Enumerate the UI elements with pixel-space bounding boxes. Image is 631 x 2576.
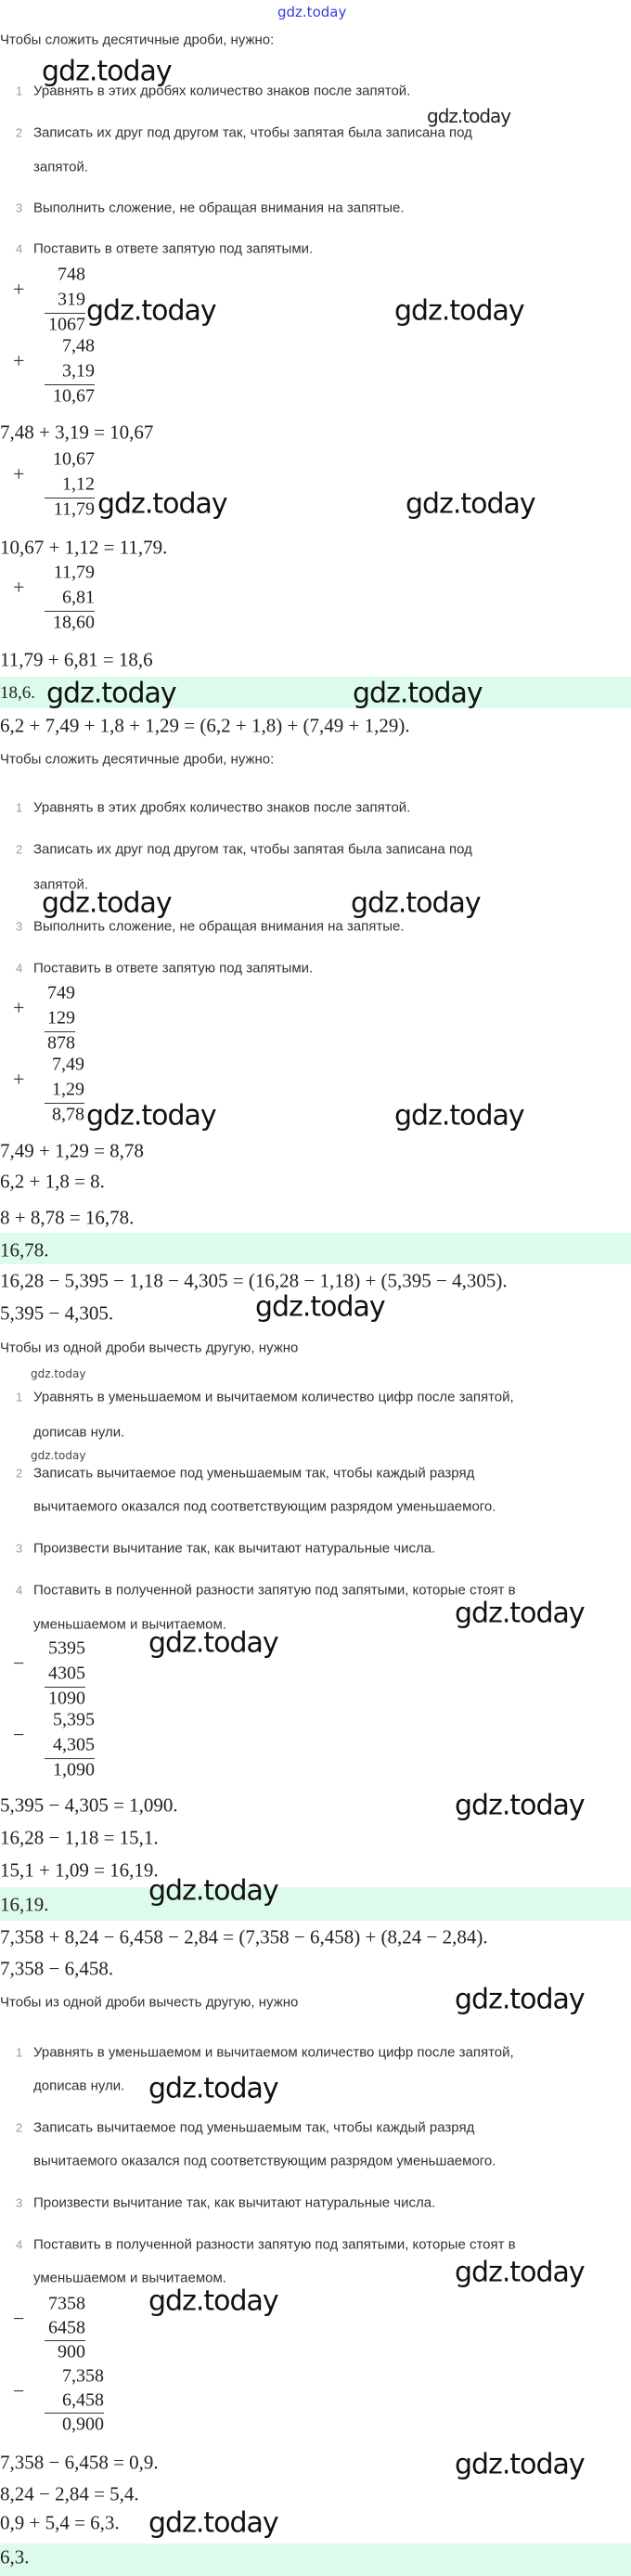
step-number: 4 xyxy=(16,961,23,976)
operand-bottom: 1,29 xyxy=(52,1079,84,1100)
equation: 7,358 − 6,458 = 0,9. xyxy=(0,2451,159,2474)
result: 10,67 xyxy=(53,385,95,407)
watermark: gdz.today xyxy=(148,1874,278,1908)
step-text: дописав нули. xyxy=(33,2078,125,2094)
step-number: 1 xyxy=(16,2045,23,2060)
step-number: 3 xyxy=(16,2195,23,2210)
operand-bottom: 6458 xyxy=(48,2317,85,2338)
rules-intro: Чтобы сложить десятичные дроби, нужно: xyxy=(0,751,275,768)
watermark: gdz.today xyxy=(394,1099,524,1133)
watermark: gdz.today xyxy=(455,1789,585,1822)
watermark: gdz.today xyxy=(46,677,176,710)
step-number: 2 xyxy=(16,1466,23,1481)
watermark: gdz.today xyxy=(394,294,524,328)
operand-top: 5395 xyxy=(48,1638,85,1659)
step-text: Поставить в ответе запятую под запятыми. xyxy=(33,240,314,257)
step-text: Поставить в полученной разности запятую под запятыми, которые стоят в xyxy=(33,1582,516,1599)
operand-bottom: 4,305 xyxy=(53,1734,95,1755)
step-text: Поставить в ответе запятую под запятыми. xyxy=(33,960,314,977)
step-text: Уравнять в уменьшаемом и вычитаемом количество цифр после запятой, xyxy=(33,2044,514,2061)
step-text: Произвести вычитание так, как вычитают натуральные числа. xyxy=(33,1540,436,1557)
expression: 7,358 + 8,24 − 6,458 − 2,84 = (7,358 − 6,458) + (8,24 − 2,84). xyxy=(0,1925,488,1948)
step-number: 4 xyxy=(16,2237,23,2252)
step-text: Записать вычитаемое под уменьшаемым так, чтобы каждый разряд xyxy=(33,2119,475,2136)
step-text: Записать вычитаемое под уменьшаемым так, чтобы каждый разряд xyxy=(33,1465,475,1482)
answer: 16,19. xyxy=(0,1893,49,1916)
equation: 6,2 + 1,8 = 8. xyxy=(0,1170,105,1193)
watermark: gdz.today xyxy=(148,2072,278,2105)
step-number: 4 xyxy=(16,1583,23,1598)
step-number: 1 xyxy=(16,1390,23,1405)
step-text: Записать их друг под другом так, чтобы запятая была записана под xyxy=(33,841,472,858)
equation: 11,79 + 6,81 = 18,6 xyxy=(0,648,153,671)
step-text: Поставить в полученной разности запятую под запятыми, которые стоят в xyxy=(33,2236,516,2253)
watermark: gdz.today xyxy=(455,2256,585,2289)
result: 1,090 xyxy=(53,1759,95,1780)
step-text: вычитаемого оказался под соответствующим разрядом уменьшаемого. xyxy=(33,1498,496,1515)
watermark: gdz.today xyxy=(42,55,172,88)
operand-top: 10,67 xyxy=(53,448,95,470)
watermark: gdz.today xyxy=(148,1626,278,1660)
watermark: gdz.today xyxy=(42,887,172,920)
watermark: gdz.today xyxy=(31,1367,86,1380)
rules-intro: Чтобы сложить десятичные дроби, нужно: xyxy=(0,32,275,48)
watermark: gdz.today xyxy=(148,2285,278,2318)
equation: 7,49 + 1,29 = 8,78 xyxy=(0,1139,144,1162)
watermark: gdz.today xyxy=(31,1449,86,1462)
watermark: gdz.today xyxy=(255,1290,385,1324)
result: 18,60 xyxy=(53,612,95,633)
watermark: gdz.today xyxy=(148,2506,278,2540)
step-text: Произвести вычитание так, как вычитают натуральные числа. xyxy=(33,2194,436,2211)
watermark: gdz.today xyxy=(353,677,483,710)
operator-sign: − xyxy=(13,2379,25,2402)
operator-sign: + xyxy=(13,576,25,599)
operand-top: 5,395 xyxy=(53,1709,95,1730)
operand-top: 7358 xyxy=(48,2293,85,2314)
watermark: gdz.today xyxy=(406,487,535,521)
equation: 16,28 − 1,18 = 15,1. xyxy=(0,1826,159,1849)
step-text: запятой. xyxy=(33,876,89,893)
equation: 10,67 + 1,12 = 11,79. xyxy=(0,536,168,559)
watermark: gdz.today xyxy=(351,887,481,920)
column-addition xyxy=(0,264,85,340)
step-number: 1 xyxy=(16,800,23,815)
column-addition xyxy=(0,448,95,524)
equation: 8,24 − 2,84 = 5,4. xyxy=(0,2482,139,2505)
column-subtraction xyxy=(0,1709,95,1785)
watermark: gdz.today xyxy=(86,294,216,328)
operator-sign: − xyxy=(13,1723,25,1746)
operand-top: 11,79 xyxy=(53,562,95,583)
column-subtraction xyxy=(0,1638,85,1714)
operand-bottom: 4305 xyxy=(48,1663,85,1684)
column-addition xyxy=(0,982,75,1058)
operator-sign: + xyxy=(13,462,25,485)
watermark: gdz.today xyxy=(455,1983,585,2016)
answer: 18,6. xyxy=(0,683,35,703)
step-text: уменьшаемом и вычитаемом. xyxy=(33,2270,226,2286)
result: 1090 xyxy=(48,1688,85,1709)
answer: 6,3. xyxy=(0,2545,30,2569)
result: 900 xyxy=(58,2341,85,2362)
operand-top: 7,358 xyxy=(62,2365,104,2387)
result: 1067 xyxy=(48,314,85,335)
operator-sign: − xyxy=(13,1651,25,1675)
result: 11,79 xyxy=(53,498,95,520)
step-number: 4 xyxy=(16,241,23,256)
operand-bottom: 129 xyxy=(47,1007,75,1029)
operator-sign: + xyxy=(13,349,25,372)
answer-band xyxy=(0,1887,631,1921)
expression: 6,2 + 7,49 + 1,8 + 1,29 = (6,2 + 1,8) + (7,49 + 1,29). xyxy=(0,714,410,737)
step-number: 1 xyxy=(16,84,23,98)
operand-top: 7,48 xyxy=(62,335,95,356)
step-text: Уравнять в этих дробях количество знаков после запятой. xyxy=(33,83,411,99)
operand-bottom: 1,12 xyxy=(62,473,95,495)
answer-band xyxy=(0,1233,631,1264)
step-text: дописав нули. xyxy=(33,1424,125,1441)
operand-bottom: 3,19 xyxy=(62,360,95,382)
result: 0,900 xyxy=(62,2414,104,2435)
equation: 0,9 + 5,4 = 6,3. xyxy=(0,2511,120,2534)
operator-sign: + xyxy=(13,278,25,301)
result: 8,78 xyxy=(52,1104,84,1125)
column-addition xyxy=(0,562,95,638)
operand-top: 749 xyxy=(47,982,75,1003)
answer-band xyxy=(0,2544,631,2576)
header-watermark[interactable]: gdz.today xyxy=(277,4,347,20)
rules-intro: Чтобы из одной дроби вычесть другую, нужно xyxy=(0,1340,299,1356)
step-text: Выполнить сложение, не обращая внимания на запятые. xyxy=(33,918,405,935)
column-addition xyxy=(0,335,95,411)
equation: 15,1 + 1,09 = 16,19. xyxy=(0,1858,159,1882)
equation: 7,48 + 3,19 = 10,67 xyxy=(0,421,154,444)
operand-bottom: 6,458 xyxy=(62,2389,104,2411)
watermark: gdz.today xyxy=(86,1099,216,1133)
sub-expression: 7,358 − 6,458. xyxy=(0,1957,114,1980)
step-number: 2 xyxy=(16,125,23,140)
step-text: Уравнять в этих дробях количество знаков после запятой. xyxy=(33,799,411,816)
expression: 16,28 − 5,395 − 1,18 − 4,305 = (16,28 − 1,18) + (5,395 − 4,305). xyxy=(0,1269,508,1292)
operand-bottom: 319 xyxy=(58,289,85,310)
step-number: 2 xyxy=(16,842,23,857)
step-text: Записать их друг под другом так, чтобы запятая была записана под xyxy=(33,124,472,141)
step-text: вычитаемого оказался под соответствующим разрядом уменьшаемого. xyxy=(33,2153,496,2169)
watermark: gdz.today xyxy=(455,1597,585,1630)
operand-top: 748 xyxy=(58,264,85,285)
step-number: 3 xyxy=(16,1541,23,1556)
step-number: 2 xyxy=(16,2120,23,2135)
step-text: запятой. xyxy=(33,159,89,175)
operator-sign: + xyxy=(13,1068,25,1091)
equation: 5,395 − 4,305 = 1,090. xyxy=(0,1793,178,1817)
step-number: 3 xyxy=(16,919,23,934)
equation: 8 + 8,78 = 16,78. xyxy=(0,1206,135,1229)
sub-expression: 5,395 − 4,305. xyxy=(0,1301,114,1325)
column-addition xyxy=(0,1054,84,1130)
watermark: gdz.today xyxy=(427,105,511,127)
operand-top: 7,49 xyxy=(52,1054,84,1075)
answer: 16,78. xyxy=(0,1238,49,1262)
result: 878 xyxy=(47,1032,75,1054)
step-number: 3 xyxy=(16,201,23,215)
watermark: gdz.today xyxy=(455,2448,585,2481)
operator-sign: − xyxy=(13,2307,25,2330)
column-subtraction xyxy=(0,2365,104,2441)
step-text: Уравнять в уменьшаемом и вычитаемом количество цифр после запятой, xyxy=(33,1389,514,1405)
watermark: gdz.today xyxy=(97,487,227,521)
step-text: Выполнить сложение, не обращая внимания на запятые. xyxy=(33,200,405,216)
step-text: уменьшаемом и вычитаемом. xyxy=(33,1616,226,1633)
operator-sign: + xyxy=(13,996,25,1019)
rules-intro: Чтобы из одной дроби вычесть другую, нужно xyxy=(0,1994,299,2011)
column-subtraction xyxy=(0,2293,85,2369)
operand-bottom: 6,81 xyxy=(62,587,95,608)
